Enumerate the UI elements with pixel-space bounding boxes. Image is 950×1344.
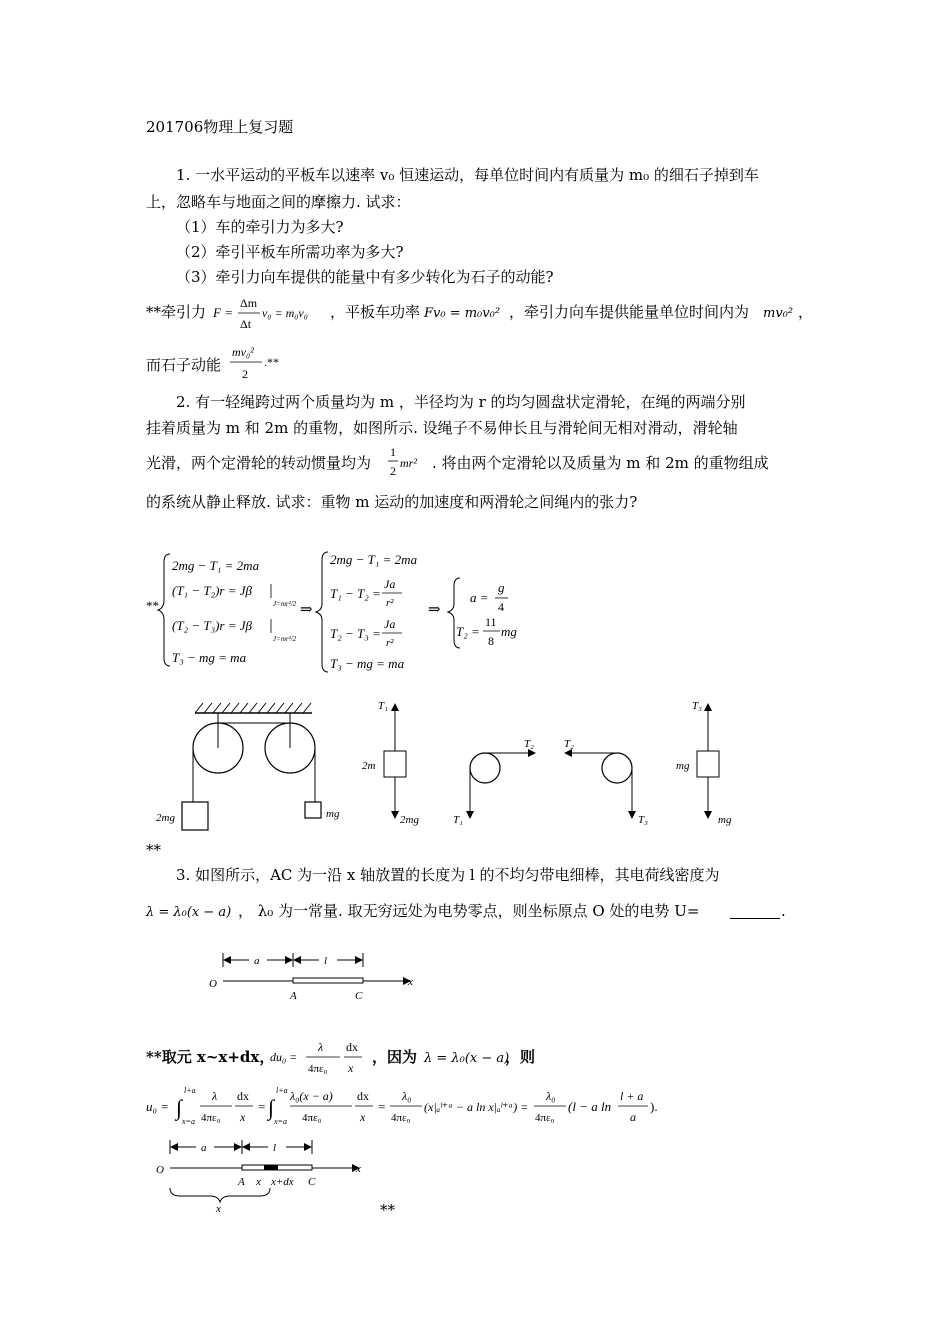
ke-num: mv₀² — [232, 345, 254, 359]
answer-prefix: ** — [146, 598, 159, 613]
fig-l-label: l — [324, 955, 328, 967]
ke-tail: .** — [264, 355, 279, 369]
q1-ke-text: 而石子动能 — [146, 356, 222, 374]
q3-end-mark: ** — [380, 1201, 395, 1219]
q1-answer-energy-text: ，牵引力向车提供能量单位时间内为 — [509, 303, 750, 321]
result-t-lhs: T₂ = — [456, 624, 480, 639]
fig2-axis-label: x — [356, 1163, 361, 1175]
force-rhs: v₀ = m₀v₀ — [262, 306, 308, 320]
fig2-a-label: a — [201, 1142, 207, 1154]
f1-den: 4πε₀ — [201, 1112, 221, 1124]
fig-a-label: a — [254, 955, 260, 967]
q1-sub3: （3）牵引力向车提供的能量中有多少转化为石子的动能? — [176, 268, 554, 286]
f5-den: 4πε₀ — [391, 1112, 411, 1124]
implies-arrow-2: ⇒ — [428, 602, 441, 618]
fig2-C-label: C — [308, 1176, 316, 1188]
fb4-bottom-label: mg — [718, 814, 732, 826]
q1-force-formula — [210, 292, 330, 336]
sys2-frac1-num: Ja — [384, 577, 396, 591]
q3-answer-lead: **取元 x~x+dx， — [146, 1048, 275, 1066]
fig2-brace-label: x — [216, 1203, 221, 1215]
sys1-eq2: (T₁ − T₂)r = Jβ — [172, 583, 253, 598]
force-lhs: F = — [213, 305, 233, 320]
fig-x-label: x — [408, 976, 413, 988]
du-den2: x — [348, 1061, 354, 1075]
sys2-frac2-den: r² — [386, 637, 394, 649]
f1-num: λ — [212, 1089, 218, 1103]
force-frac-den: Δt — [240, 317, 252, 331]
fb4-top-label: T₃ — [692, 700, 702, 712]
q3-du-formula — [268, 1036, 378, 1080]
q1-power: Fv₀ = m₀v₀² — [424, 306, 501, 321]
fb2-right-label: T₂ — [524, 738, 534, 750]
q3-line2-rest: ， λ₀ 为一常量. 取无穷远处为电势零点，则坐标原点 O 处的电势 U= — [238, 902, 700, 920]
sys1-sub2: J=mr²/2 — [273, 635, 297, 643]
result-a-den: 4 — [498, 600, 504, 614]
q1-energy: mv₀² — [763, 306, 794, 321]
eq-1: = — [258, 1099, 266, 1114]
fb3-bottom-label: T₃ — [638, 814, 648, 826]
sys2-eq3: T₂ − T₃ = — [330, 626, 381, 641]
int1-upper: l+a — [184, 1086, 196, 1095]
fb1-bottom-label: 2mg — [400, 814, 419, 826]
f4-num: dx — [357, 1089, 369, 1103]
q3-answer-blank — [730, 918, 780, 919]
fig2-xdx-label: x+dx — [271, 1176, 294, 1188]
inertia-den: 2 — [390, 464, 396, 478]
fb1-box-label: 2m — [362, 760, 376, 772]
q2-pulley-figure — [140, 695, 760, 865]
q1-ke-fraction — [228, 340, 298, 384]
integral-2: ∫ — [268, 1095, 275, 1120]
q2-line1: 2. 有一轻绳跨过两个质量均为 m ，半径均为 r 的均匀圆盘状定滑轮，在绳的两端分别 — [176, 393, 746, 411]
q3-answer-because: ，因为 — [372, 1048, 418, 1066]
inertia-tail: mr² — [400, 456, 417, 470]
q1-comma: ， — [798, 303, 814, 321]
integral-1: ∫ — [176, 1095, 183, 1120]
q2-line4: 的系统从静止释放. 试求：重物 m 运动的加速度和两滑轮之间绳内的张力? — [146, 493, 638, 511]
q2-equations — [140, 548, 540, 678]
f7-num: l + a — [620, 1089, 644, 1103]
q3-element-figure — [150, 1138, 380, 1213]
fig-C-label: C — [355, 990, 363, 1002]
mid-expression: (x|ₐˡ⁺ᵃ − a ln x|ₐˡ⁺ᵃ) = — [424, 1100, 529, 1114]
q1-line2: 上，忽略车与地面之间的摩擦力. 试求： — [146, 193, 411, 211]
f7-den: a — [630, 1110, 636, 1124]
q2-line3b: . 将由两个定滑轮以及质量为 m 和 2m 的重物组成 — [432, 454, 769, 472]
result-t-tail: mg — [501, 624, 517, 639]
q1-sub2: （2）牵引平板车所需功率为多大? — [176, 243, 404, 261]
fb2-bottom-label: T₁ — [453, 814, 463, 826]
f3-den: 4πε₀ — [302, 1112, 322, 1124]
ke-den: 2 — [242, 367, 248, 381]
int2-lower: x=a — [274, 1117, 287, 1126]
tail-1: (l − a ln — [568, 1099, 612, 1114]
f2-den: x — [240, 1110, 246, 1124]
q1-line1: 1. 一水平运动的平板车以速率 v₀ 恒速运动，每单位时间内有质量为 m₀ 的细石子掉到车 — [176, 166, 759, 184]
fb1-top-label: T₁ — [378, 700, 388, 712]
fig-A-label: A — [290, 990, 297, 1002]
force-frac-num: Δm — [240, 296, 258, 310]
f4-den: x — [360, 1110, 366, 1124]
sys2-frac1-den: r² — [386, 597, 394, 609]
q3-rod-figure — [205, 945, 425, 1005]
sys1-eq3: (T₂ − T₃)r = Jβ — [172, 618, 253, 633]
fig-right-mass-label: mg — [326, 808, 340, 820]
fig2-x-label: x — [256, 1176, 261, 1188]
q3-line2-end: . — [781, 902, 786, 920]
f6-num: λ₀ — [546, 1089, 556, 1103]
sys2-eq1: 2mg − T₁ = 2ma — [330, 552, 418, 567]
result-t-den: 8 — [488, 634, 494, 648]
fig-origin-label: O — [209, 978, 217, 990]
q3-density: λ = λ₀(x − a) — [146, 905, 232, 920]
q3-line1: 3. 如图所示，AC 为一沿 x 轴放置的长度为 l 的不均匀带电细棒，其电荷线密度为 — [176, 866, 720, 884]
q2-line3a: 光滑，两个定滑轮的转动惯量均为 — [146, 454, 372, 472]
int1-lower: x=a — [182, 1117, 195, 1126]
q2-end-mark: ** — [146, 841, 161, 859]
u-lhs: u₀ = — [146, 1099, 170, 1114]
f6-den: 4πε₀ — [535, 1112, 555, 1124]
document-title: 201706物理上复习题 — [146, 118, 294, 136]
implies-arrow-1: ⇒ — [300, 602, 313, 618]
tail-2: ). — [650, 1099, 658, 1114]
fig2-l-label: l — [273, 1142, 277, 1154]
q2-line2: 挂着质量为 m 和 2m 的重物，如图所示. 设绳子不易伸长且与滑轮间无相对滑动，滑轮轴 — [146, 419, 738, 437]
result-a-num: g — [498, 580, 505, 595]
q3-answer-then: ，则 — [505, 1048, 536, 1066]
q1-sub1: （1）车的牵引力为多大? — [176, 218, 344, 236]
du-den: 4πε₀ — [308, 1063, 328, 1075]
q1-answer-lead: **牵引力 — [146, 303, 207, 321]
int2-upper: l+a — [276, 1086, 288, 1095]
q3-answer-lambda: λ = λ₀(x − a) — [424, 1051, 510, 1066]
q3-potential-integral — [140, 1082, 700, 1132]
q1-answer-mid: ，平板车功率 — [330, 303, 421, 321]
fig2-A-label: A — [238, 1176, 245, 1188]
sys2-frac2-num: Ja — [384, 617, 396, 631]
sys1-eq4: T₃ − mg = ma — [172, 650, 247, 665]
f3-num: λ₀(x − a) — [290, 1089, 333, 1103]
f2-num: dx — [237, 1089, 249, 1103]
sys1-eq1: 2mg − T₁ = 2ma — [172, 558, 260, 573]
fig2-origin-label: O — [156, 1164, 164, 1176]
q2-inertia-formula — [386, 443, 436, 483]
f5-num: λ₀ — [402, 1089, 412, 1103]
fb3-left-label: T₂ — [564, 738, 574, 750]
du-lhs: du₀ = — [270, 1050, 298, 1064]
fb4-box-label: mg — [676, 760, 690, 772]
du-num2: dx — [346, 1040, 358, 1054]
inertia-num: 1 — [390, 445, 396, 459]
result-a-lhs: a = — [470, 590, 489, 605]
eq-2: = — [378, 1099, 386, 1114]
result-t-num: 11 — [485, 615, 497, 629]
sys2-eq4: T₃ − mg = ma — [330, 656, 405, 671]
sys2-eq2: T₁ − T₂ = — [330, 586, 381, 601]
du-num: λ — [318, 1040, 324, 1054]
sys1-sub1: J=mr²/2 — [273, 600, 297, 608]
fig-left-mass-label: 2mg — [156, 812, 175, 824]
